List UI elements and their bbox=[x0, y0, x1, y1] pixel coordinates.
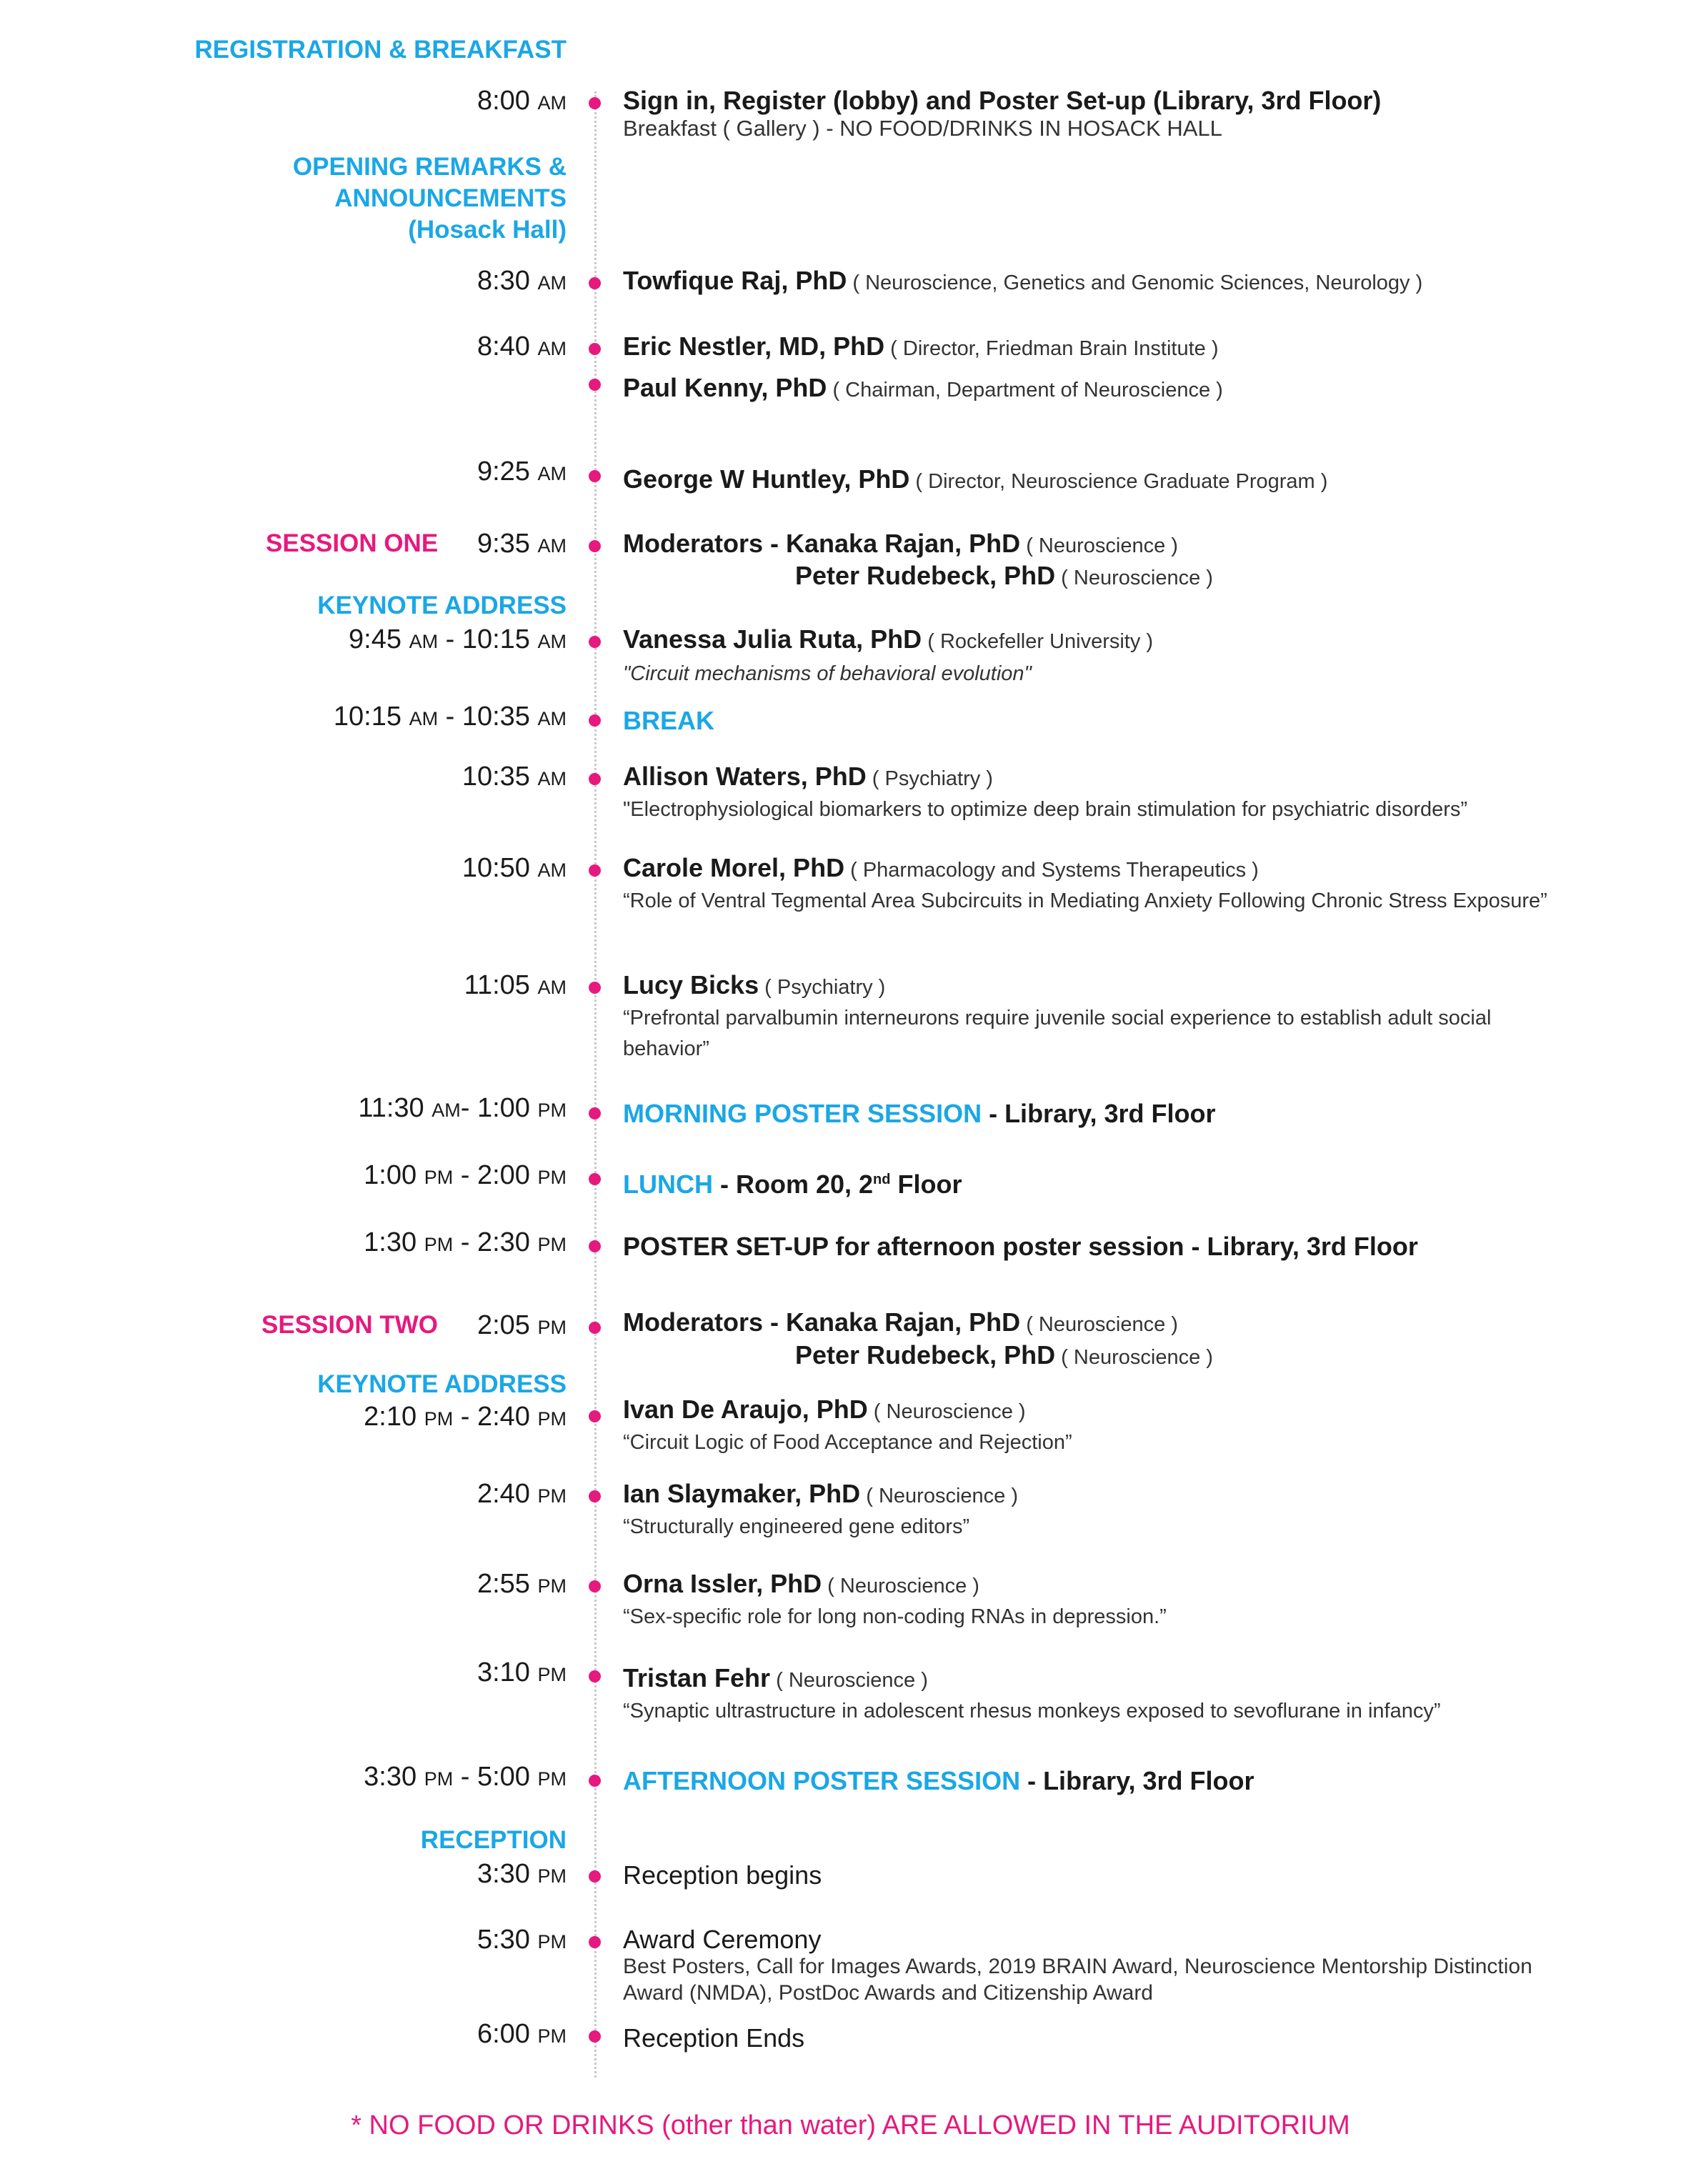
session-one-label: SESSION ONE bbox=[266, 529, 439, 557]
time-label bbox=[477, 264, 567, 299]
lunch-location-floor: Floor bbox=[890, 1170, 962, 1199]
time-value: 9:25 bbox=[477, 457, 530, 487]
time-period: PM bbox=[537, 1167, 567, 1188]
time-label bbox=[477, 1567, 567, 1602]
time-range bbox=[334, 700, 567, 735]
section-header-opening-3: (Hosack Hall) bbox=[408, 216, 567, 244]
time-period: AM bbox=[537, 631, 567, 652]
timeline-dot bbox=[589, 470, 601, 482]
time-range bbox=[364, 1226, 567, 1261]
talk-title: “Circuit Logic of Food Acceptance and Rejection” bbox=[623, 1431, 1072, 1454]
timeline-dot bbox=[589, 379, 601, 391]
speaker-line bbox=[623, 1477, 1018, 1516]
lunch-label: LUNCH bbox=[623, 1170, 713, 1199]
time-value: 1:30 bbox=[364, 1227, 417, 1257]
break-label: BREAK bbox=[623, 706, 715, 735]
speaker-name: George W Huntley, PhD bbox=[623, 464, 910, 494]
timeline-dot bbox=[589, 1173, 601, 1185]
time-period: AM bbox=[537, 92, 567, 114]
speaker-name: Paul Kenny, PhD bbox=[623, 373, 827, 402]
moderator-affiliation: ( Neuroscience ) bbox=[1020, 1313, 1178, 1336]
time-value: 9:35 bbox=[477, 529, 530, 559]
time-value: 11:05 bbox=[464, 970, 530, 1000]
time-period: AM bbox=[537, 535, 567, 557]
speaker-name: Towfique Raj, PhD bbox=[623, 266, 847, 295]
time-period: PM bbox=[537, 1317, 567, 1338]
time-period: PM bbox=[537, 1575, 567, 1597]
speaker-affiliation: ( Director, Friedman Brain Institute ) bbox=[884, 337, 1219, 360]
time-period: PM bbox=[537, 1408, 567, 1430]
speaker-name: Tristan Fehr bbox=[623, 1663, 771, 1692]
time-range bbox=[349, 623, 567, 658]
timeline-dot bbox=[589, 97, 601, 109]
time-period: PM bbox=[537, 1931, 567, 1953]
talk-title: “Structurally engineered gene editors” bbox=[623, 1515, 970, 1538]
time-range bbox=[364, 1760, 567, 1795]
moderator-name: Peter Rudebeck, PhD bbox=[795, 1340, 1056, 1370]
talk-title: "Circuit mechanisms of behavioral evolution" bbox=[623, 662, 1032, 685]
session-two-label: SESSION TWO bbox=[261, 1311, 438, 1339]
time-value: 1:00 bbox=[364, 1160, 417, 1190]
reception-begins: Reception begins bbox=[623, 1860, 822, 1890]
time-label bbox=[477, 455, 567, 490]
timeline-dot bbox=[589, 1490, 601, 1502]
time-value: 9:45 bbox=[349, 624, 401, 654]
speaker-name: Ian Slaymaker, PhD bbox=[623, 1479, 861, 1508]
reception-ends: Reception Ends bbox=[623, 2023, 805, 2053]
time-label bbox=[477, 1858, 567, 1893]
time-label bbox=[477, 527, 567, 562]
time-value: 2:10 bbox=[364, 1402, 417, 1432]
timeline-dot bbox=[589, 982, 601, 994]
time-value: 6:00 bbox=[477, 2019, 530, 2049]
time-period: AM bbox=[537, 338, 567, 359]
time-value: 8:00 bbox=[477, 86, 530, 116]
speaker-affiliation: ( Chairman, Department of Neuroscience ) bbox=[827, 379, 1223, 402]
time-value: 5:00 bbox=[477, 1762, 530, 1792]
time-period: AM bbox=[537, 272, 567, 294]
time-separator: - bbox=[438, 624, 462, 654]
section-header-registration: REGISTRATION & BREAKFAST bbox=[194, 36, 567, 64]
time-period: PM bbox=[537, 1485, 567, 1507]
speaker-affiliation: ( Psychiatry ) bbox=[759, 976, 886, 999]
speaker-affiliation: ( Director, Neuroscience Graduate Program ) bbox=[909, 470, 1328, 493]
time-label bbox=[477, 1656, 567, 1691]
speaker-line bbox=[623, 463, 1327, 502]
time-label bbox=[477, 84, 567, 119]
time-value: 10:35 bbox=[462, 702, 530, 732]
timeline-dot bbox=[589, 1240, 601, 1252]
morning-poster-label: MORNING POSTER SESSION bbox=[623, 1099, 982, 1128]
speaker-line bbox=[623, 760, 993, 799]
moderator-name: Moderators - Kanaka Rajan, PhD bbox=[623, 529, 1021, 558]
section-header-opening-2: ANNOUNCEMENTS bbox=[334, 184, 567, 212]
time-separator: - bbox=[453, 1160, 477, 1190]
talk-title: "Electrophysiological biomarkers to optimize deep brain stimulation for psychiatric disorders” bbox=[623, 798, 1468, 821]
speaker-affiliation: ( Neuroscience ) bbox=[860, 1485, 1018, 1507]
timeline-dot bbox=[589, 773, 601, 785]
morning-poster-line bbox=[623, 1097, 1215, 1130]
afternoon-poster-label: AFTERNOON POSTER SESSION bbox=[623, 1766, 1021, 1795]
moderators-line bbox=[795, 1339, 1213, 1377]
moderator-affiliation: ( Neuroscience ) bbox=[1055, 1346, 1213, 1369]
time-value: 10:50 bbox=[462, 853, 530, 883]
timeline-dot bbox=[589, 864, 601, 877]
speaker-affiliation: ( Neuroscience ) bbox=[770, 1669, 928, 1692]
time-separator: - bbox=[453, 1762, 477, 1792]
time-range bbox=[358, 1092, 567, 1127]
time-value: 2:40 bbox=[477, 1479, 530, 1509]
speaker-line bbox=[623, 1393, 1026, 1432]
lunch-location: - Room 20, 2 bbox=[712, 1170, 874, 1199]
speaker-line bbox=[623, 1567, 979, 1606]
morning-poster-location: - Library, 3rd Floor bbox=[982, 1099, 1216, 1128]
time-period: PM bbox=[424, 1234, 454, 1255]
timeline-dot bbox=[589, 2030, 601, 2043]
time-value: 5:30 bbox=[477, 1925, 530, 1955]
time-value: 11:30 bbox=[358, 1093, 424, 1123]
section-header-keynote: KEYNOTE ADDRESS bbox=[317, 592, 567, 619]
time-value: 10:15 bbox=[333, 702, 401, 732]
moderator-affiliation: ( Neuroscience ) bbox=[1020, 534, 1178, 557]
timeline-dot bbox=[589, 1107, 601, 1120]
speaker-line bbox=[623, 372, 1223, 410]
speaker-line bbox=[623, 852, 1259, 890]
time-value: 2:40 bbox=[477, 1402, 530, 1432]
time-value: 3:30 bbox=[364, 1762, 417, 1792]
time-period: PM bbox=[537, 1664, 567, 1685]
time-range bbox=[364, 1159, 567, 1194]
time-label bbox=[462, 852, 567, 887]
lunch-superscript: nd bbox=[873, 1172, 891, 1187]
timeline-dot bbox=[589, 1410, 601, 1422]
timeline-dot bbox=[589, 540, 601, 552]
time-separator: - bbox=[460, 1093, 477, 1123]
section-header-opening-1: OPENING REMARKS & bbox=[292, 153, 567, 181]
speaker-affiliation: ( Rockefeller University ) bbox=[922, 630, 1154, 653]
time-separator: - bbox=[453, 1227, 477, 1257]
talk-title: “Role of Ventral Tegmental Area Subcircuits in Mediating Anxiety Following Chronic Stress Exposure” bbox=[623, 889, 1547, 912]
time-value: 8:40 bbox=[477, 331, 530, 361]
speaker-line bbox=[623, 969, 885, 1007]
time-value: 2:00 bbox=[477, 1160, 530, 1190]
footer-notice: * NO FOOD OR DRINKS (other than water) ARE ALLOWED IN THE AUDITORIUM bbox=[351, 2110, 1350, 2140]
time-value: 1:00 bbox=[477, 1093, 530, 1123]
moderator-affiliation: ( Neuroscience ) bbox=[1055, 567, 1213, 589]
time-period: AM bbox=[409, 708, 439, 729]
event-subtitle: Breakfast ( Gallery ) - NO FOOD/DRINKS IN HOSACK HALL bbox=[623, 116, 1222, 141]
time-value: 3:10 bbox=[477, 1657, 530, 1687]
time-period: PM bbox=[537, 1768, 567, 1790]
timeline-dot bbox=[589, 1670, 601, 1682]
time-period: AM bbox=[409, 631, 439, 652]
timeline-dot bbox=[589, 1580, 601, 1592]
timeline-dot bbox=[589, 1322, 601, 1334]
speaker-name: Carole Morel, PhD bbox=[623, 853, 845, 882]
speaker-line bbox=[623, 1662, 928, 1700]
time-separator: - bbox=[438, 702, 462, 732]
time-value: 8:30 bbox=[477, 266, 530, 296]
time-label bbox=[464, 969, 567, 1004]
time-value: 2:05 bbox=[477, 1310, 530, 1340]
speaker-line bbox=[623, 264, 1422, 303]
talk-title: “Synaptic ultrastructure in adolescent rhesus monkeys exposed to sevoflurane in infancy” bbox=[623, 1700, 1441, 1722]
time-period: PM bbox=[537, 2025, 567, 2047]
timeline-dot bbox=[589, 343, 601, 355]
time-period: PM bbox=[537, 1865, 567, 1887]
speaker-name: Lucy Bicks bbox=[623, 970, 759, 999]
talk-title: “Prefrontal parvalbumin interneurons require juvenile social experience to establish adult social behavior” bbox=[623, 1007, 1492, 1060]
speaker-name: Ivan De Araujo, PhD bbox=[623, 1395, 868, 1424]
speaker-name: Vanessa Julia Ruta, PhD bbox=[623, 624, 922, 654]
time-period: AM bbox=[537, 859, 567, 881]
section-header-reception: RECEPTION bbox=[420, 1826, 567, 1854]
time-range bbox=[364, 1400, 567, 1435]
time-separator: - bbox=[453, 1402, 477, 1432]
time-period: PM bbox=[424, 1408, 454, 1430]
time-label bbox=[477, 1309, 567, 1344]
timeline-dot bbox=[589, 277, 601, 289]
speaker-name: Allison Waters, PhD bbox=[623, 762, 867, 791]
speaker-affiliation: ( Psychiatry ) bbox=[866, 767, 993, 790]
time-period: PM bbox=[424, 1167, 454, 1188]
time-period: PM bbox=[424, 1768, 454, 1790]
timeline-dot bbox=[589, 1775, 601, 1787]
speaker-line bbox=[623, 330, 1219, 369]
time-value: 2:55 bbox=[477, 1569, 530, 1599]
time-label bbox=[477, 1477, 567, 1512]
time-value: 2:30 bbox=[477, 1227, 530, 1257]
speaker-affiliation: ( Pharmacology and Systems Therapeutics ) bbox=[844, 859, 1259, 882]
speaker-name: Eric Nestler, MD, PhD bbox=[623, 331, 885, 361]
time-period: PM bbox=[537, 1234, 567, 1255]
time-label bbox=[477, 330, 567, 365]
timeline-dot bbox=[589, 714, 601, 727]
section-header-keynote: KEYNOTE ADDRESS bbox=[317, 1370, 567, 1398]
time-value: 3:30 bbox=[477, 1859, 530, 1889]
award-ceremony-title: Award Ceremony bbox=[623, 1925, 822, 1954]
time-label bbox=[462, 760, 567, 795]
timeline-dot bbox=[589, 1936, 601, 1948]
moderator-name: Moderators - Kanaka Rajan, PhD bbox=[623, 1307, 1021, 1337]
afternoon-poster-location: - Library, 3rd Floor bbox=[1020, 1766, 1254, 1795]
time-period: PM bbox=[537, 1100, 567, 1121]
speaker-affiliation: ( Neuroscience ) bbox=[867, 1400, 1026, 1423]
moderators-line bbox=[795, 559, 1213, 598]
time-value: 10:15 bbox=[462, 624, 530, 654]
moderator-name: Peter Rudebeck, PhD bbox=[795, 561, 1056, 590]
time-label bbox=[477, 1923, 567, 1958]
poster-setup-line: POSTER SET-UP for afternoon poster session - Library, 3rd Floor bbox=[623, 1232, 1418, 1261]
time-period: AM bbox=[537, 708, 567, 729]
time-period: AM bbox=[537, 977, 567, 998]
time-label bbox=[477, 2018, 567, 2053]
award-ceremony-details: Best Posters, Call for Images Awards, 2019 BRAIN Award, Neuroscience Mentorship Distinction Award (NMDA), PostDoc Awards and Citizenship Award bbox=[623, 1955, 1532, 2005]
event-title: Sign in, Register (lobby) and Poster Set-up (Library, 3rd Floor) bbox=[623, 86, 1382, 115]
speaker-line bbox=[623, 623, 1153, 662]
speaker-name: Orna Issler, PhD bbox=[623, 1569, 822, 1598]
talk-title: “Sex-specific role for long non-coding RNAs in depression.” bbox=[623, 1605, 1167, 1628]
time-value: 10:35 bbox=[462, 762, 530, 792]
time-period: AM bbox=[537, 768, 567, 789]
lunch-line bbox=[623, 1163, 962, 1201]
timeline-dot bbox=[589, 636, 601, 648]
speaker-affiliation: ( Neuroscience, Genetics and Genomic Sciences, Neurology ) bbox=[847, 271, 1423, 294]
afternoon-poster-line bbox=[623, 1765, 1254, 1797]
timeline-dot bbox=[589, 1870, 601, 1883]
time-period: AM bbox=[432, 1100, 461, 1121]
speaker-affiliation: ( Neuroscience ) bbox=[822, 1575, 979, 1597]
time-period: AM bbox=[537, 463, 567, 484]
